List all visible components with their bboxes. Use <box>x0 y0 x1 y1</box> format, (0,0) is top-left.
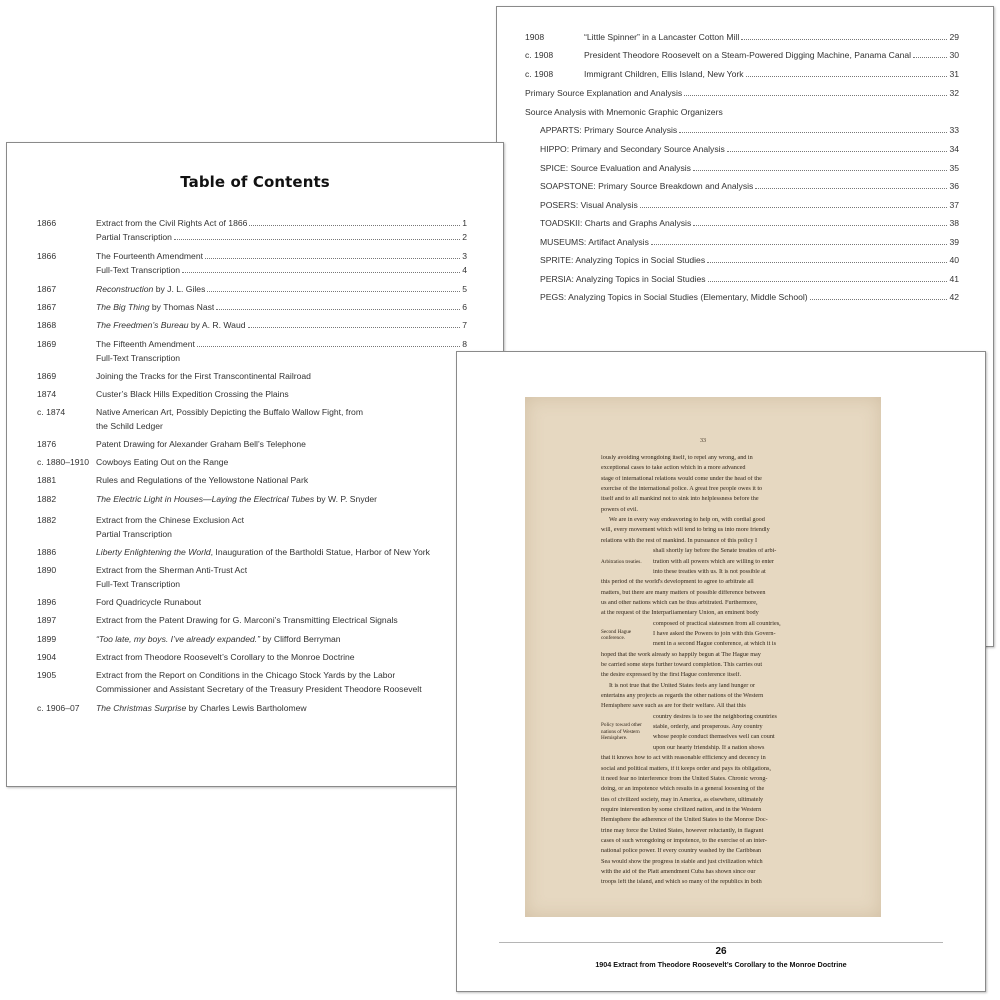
toc-entry-title-text: Custer’s Black Hills Expedition Crossing the Plains <box>96 389 289 399</box>
toc-entry-year: 1867 <box>37 284 57 294</box>
toc-entry <box>525 292 959 305</box>
toc-entry <box>37 284 467 297</box>
toc-entry-title: SPRITE: Analyzing Topics in Social Studies <box>540 255 706 265</box>
scan-text-line: We are in every way endeavoring to help on, with cordial good <box>609 517 765 524</box>
scan-text-line: lously avoiding wrongdoing itself, to repel any wrong, and in <box>601 455 753 461</box>
scan-text-line: us and other nations which can be thus arbitrated. Furthermore, <box>601 599 758 606</box>
toc-entry-page: 33 <box>949 125 959 135</box>
toc-entry-title: PERSIA: Analyzing Topics in Social Studies <box>540 274 706 284</box>
toc-entry-year: c. 1908 <box>525 69 554 79</box>
toc-entry-title: POSERS: Visual Analysis <box>540 200 638 210</box>
scan-text-line: will, every movement which will tend to bring us into more friendly <box>601 527 770 534</box>
toc-entry-year: 1881 <box>37 475 57 485</box>
toc-entry <box>37 670 467 683</box>
toc-entry-page: 36 <box>949 181 959 191</box>
toc-entry-title <box>96 302 214 312</box>
toc-entry-title-text: Extract from Theodore Roosevelt’s Corollary to the Monroe Doctrine <box>96 652 355 662</box>
toc-entry-title-text: Extract from the Civil Rights Act of 1866 <box>96 218 248 228</box>
toc-entry <box>37 302 467 315</box>
toc-entry-year: 1899 <box>37 634 57 644</box>
scan-text-line: cases of such wrongdoing or impotence, to the exercise of an inter- <box>601 837 767 844</box>
toc-entry <box>525 255 959 268</box>
scan-text-line: it need fear no interference from the United States. Chronic wrong- <box>601 775 768 782</box>
toc-entry <box>37 339 467 352</box>
toc-leader <box>707 256 947 263</box>
toc-entry-page: 41 <box>949 274 959 284</box>
toc-entry-title <box>96 475 308 485</box>
toc-entry <box>37 652 467 665</box>
toc-entry-credit: , Inauguration of the Bartholdi Statue, Harbor of New York <box>210 547 430 557</box>
toc-entry-page: 4 <box>462 265 467 275</box>
scan-text-line: require intervention by some civilized nation, and in the Western <box>601 806 762 813</box>
toc-entry <box>37 494 467 507</box>
page-title: Table of Contents <box>180 173 330 191</box>
toc-entry-title-text: Rules and Regulations of the Yellowstone National Park <box>96 475 309 485</box>
toc-leader <box>746 70 948 77</box>
toc-entry <box>37 421 467 434</box>
toc-entry <box>525 218 959 231</box>
toc-entry-title-text: “Too late, my boys. I’ve already expanded.” <box>96 634 261 644</box>
scan-text-line: powers of evil. <box>601 506 638 513</box>
scan-text-line: stable, orderly, and prosperous. Any country <box>653 724 763 731</box>
scan-text-line: doing, or an impotence which results in a general loosening of the <box>601 786 765 793</box>
toc-entry-title-text: Partial Transcription <box>96 529 172 539</box>
scan-text-line: be carried some steps further toward completion. This carries out <box>601 662 763 668</box>
divider <box>499 942 943 943</box>
scan-text-line: ment in a second Hague conference, at which it is <box>653 641 777 648</box>
toc-page <box>6 142 504 787</box>
toc-entry-title <box>96 515 244 525</box>
toc-entry-year: 1868 <box>37 320 57 330</box>
scan-text-line: into these treaties with us. It is not possible at <box>653 568 766 575</box>
scan-text-line: stage of international relations would come under the head of the <box>601 475 762 482</box>
toc-leader <box>313 373 465 379</box>
toc-entry-year: 1896 <box>37 597 57 607</box>
toc-leader <box>309 705 465 711</box>
scan-text-line: the desire expressed by the first Hague conference itself. <box>601 672 742 679</box>
toc-entry-title <box>96 265 180 275</box>
toc-leader <box>165 423 465 429</box>
toc-entry-title <box>96 634 341 644</box>
toc-entry-title <box>96 371 311 381</box>
toc-entry-page: 1 <box>462 218 467 228</box>
toc-entry-title-text: The Fifteenth Amendment <box>96 339 195 349</box>
toc-leader <box>216 303 460 310</box>
scan-text-line: trine may force the United States, however reluctantly, in flagrant <box>601 827 764 834</box>
toc-entry-credit: by J. L. Giles <box>153 284 206 294</box>
toc-entry-title <box>96 284 205 294</box>
toc-leader <box>246 517 465 523</box>
toc-entry-title <box>96 529 172 539</box>
scan-text-line: upon our hearty friendship. If a nation shows <box>653 744 765 751</box>
toc-entry-title <box>96 439 306 449</box>
scan-text-line: whose people conduct themselves well can count <box>653 734 775 741</box>
scan-text-line: shall shortly lay before the Senate treaties of arbi- <box>653 548 777 555</box>
toc-leader <box>248 321 461 328</box>
toc-entry-title <box>96 320 246 330</box>
toc-entry-title: Primary Source Explanation and Analysis <box>525 88 683 98</box>
primary-source-page <box>456 351 986 992</box>
toc-entry-title <box>96 652 355 662</box>
toc-entry-title: TOADSKII: Charts and Graphs Analysis <box>540 218 692 228</box>
scan-page-number: 33 <box>700 438 706 444</box>
toc-entry-page: 32 <box>949 88 959 98</box>
toc-entry-year: 1882 <box>37 494 57 504</box>
toc-entry-title-text: The Fourteenth Amendment <box>96 251 204 261</box>
toc-entry-title-text: Partial Transcription <box>96 232 172 242</box>
page-number: 26 <box>715 946 727 957</box>
scan-text-line: composed of practical statesmen from all countries, <box>653 620 781 627</box>
toc-leader <box>203 599 465 605</box>
toc-entry-year: 1866 <box>37 218 57 228</box>
toc-entry-title: Immigrant Children, Ellis Island, New York <box>584 69 744 79</box>
toc-entry-title <box>96 565 247 575</box>
scan-text-line: with the aid of the Platt amendment Cuba has shown since our <box>601 869 756 875</box>
toc-entry-title: SOAPSTONE: Primary Source Breakdown and Analysis <box>540 181 754 191</box>
toc-entry-credit: by Clifford Berryman <box>260 634 341 644</box>
toc-entry-title <box>96 421 163 431</box>
toc-entry-title: APPARTS: Primary Source Analysis <box>540 125 678 135</box>
scan-text-line: Sea would show the progress in stable and just civilization which <box>601 858 763 865</box>
toc-entry-page: 3 <box>462 251 467 261</box>
toc-entry-credit: by W. P. Snyder <box>314 494 378 504</box>
toc-entry-title <box>96 457 228 467</box>
toc-entry-title <box>96 389 289 399</box>
toc-leader <box>182 355 465 361</box>
toc-entry-page: 8 <box>462 339 467 349</box>
toc-entry-title <box>96 339 195 349</box>
toc-entry <box>37 703 467 716</box>
toc-entry-title: President Theodore Roosevelt on a Steam-Powered Digging Machine, Panama Canal <box>584 50 912 60</box>
toc-entry-title <box>96 615 398 625</box>
toc-entry-title <box>96 218 247 228</box>
toc-entry-title: HIPPO: Primary and Secondary Source Analysis <box>540 144 725 154</box>
toc-entry-credit: by A. R. Waud <box>188 320 246 330</box>
page-caption: 1904 Extract from Theodore Roosevelt’s Corollary to the Monroe Doctrine <box>595 960 847 969</box>
toc-entry-year: 1908 <box>525 32 545 42</box>
toc-entry-page: 39 <box>949 237 959 247</box>
scan-text-line: entertains any projects as regards the other nations of the Western <box>601 693 764 700</box>
toc-entry-page: 2 <box>462 232 467 242</box>
toc-entry <box>525 144 959 157</box>
scan-text-line: Hemisphere save such as are for their welfare. All that this <box>601 703 746 710</box>
toc-entry-title-text: Extract from the Report on Conditions in the Chicago Stock Yards by the Labor <box>96 670 396 680</box>
toc-entry-title-text: Commissioner and Assistant Secretary of the Treasury President Theodore Roosevelt <box>96 684 422 694</box>
toc-entry-year: c. 1874 <box>37 407 66 417</box>
scan-text-line: troops left the island, and which so many of the republics in both <box>601 879 762 886</box>
toc-entry-title <box>96 684 422 694</box>
toc-entry-title-text: Full-Text Transcription <box>96 353 181 363</box>
scan-text-line: itself and to all mankind not to sink into helplessness before the <box>601 496 759 503</box>
toc-leader <box>693 219 947 226</box>
toc-entry <box>37 232 467 245</box>
scan-text-line: hoped that the work already so happily begun at The Hague may <box>601 651 761 658</box>
toc-entry <box>37 565 467 578</box>
toc-entry-title: Source Analysis with Mnemonic Graphic Organizers <box>525 107 723 117</box>
toc-entry-title-text: The Freedmen’s Bureau <box>96 320 189 330</box>
toc-entry-title: “Little Spinner” in a Lancaster Cotton Mill <box>584 32 740 42</box>
toc-entry-title <box>96 494 377 504</box>
toc-entry <box>525 32 959 45</box>
scan-text-line: It is not true that the United States feels any land hunger or <box>609 682 756 689</box>
toc-entry-year: 1904 <box>37 652 57 662</box>
toc-entry <box>37 353 467 366</box>
toc-leader <box>397 672 465 678</box>
toc-entry <box>37 389 467 402</box>
toc-entry-title <box>96 547 430 557</box>
toc-leader <box>230 459 465 465</box>
toc-entry <box>37 407 467 420</box>
toc-entry-credit: by Thomas Nast <box>149 302 215 312</box>
toc-entry-year: c. 1880–1910 <box>37 457 90 467</box>
scan-text-line: Hemisphere the adherence of the United States to the Monroe Doc- <box>601 817 768 824</box>
scan-text-line: I have asked the Powers to join with this Govern- <box>653 630 776 637</box>
toc-leader <box>197 340 460 347</box>
scan-text-line: social and political matters, if it keeps order and pays its obligations, <box>601 765 771 772</box>
scan-text-line: ties of civilized society, may in America, as elsewhere, ultimately <box>601 796 764 803</box>
scan-text-line: exercise of the international police. A great free people owes it to <box>601 486 763 493</box>
toc-entry-title-text: The Big Thing <box>96 302 150 312</box>
toc-entry-title <box>96 251 203 261</box>
toc-entry-year: 1886 <box>37 547 57 557</box>
toc-entry <box>37 597 467 610</box>
toc-entry <box>37 265 467 278</box>
toc-entry-page: 35 <box>949 163 959 173</box>
toc-entry-title <box>96 703 307 713</box>
scan-text-line: matters, but there are many matters of possible difference between <box>601 589 766 596</box>
toc-entry <box>525 50 959 63</box>
toc-entry <box>525 125 959 138</box>
scan-text-line: national police power. If every country washed by the Caribbean <box>601 848 762 855</box>
toc-leader <box>741 33 947 40</box>
toc-entry-title-text: The Electric Light in Houses—Laying the Electrical Tubes <box>96 494 315 504</box>
toc-entry-year: 1869 <box>37 371 57 381</box>
toc-entry-page: 40 <box>949 255 959 265</box>
toc-leader <box>810 293 948 300</box>
toc-entry-page: 31 <box>949 69 959 79</box>
toc-entry-title-text: Extract from the Sherman Anti-Trust Act <box>96 565 248 575</box>
toc-entry <box>37 457 467 470</box>
toc-entry <box>37 684 467 697</box>
toc-entry-title-text: Liberty Enlightening the World <box>96 547 211 557</box>
toc-entry-title-text: The Christmas Surprise <box>96 703 187 713</box>
toc-leader <box>182 266 460 273</box>
toc-leader <box>640 201 948 208</box>
toc-entry <box>37 218 467 231</box>
scan-margin-note: Policy toward other nations of Western Hemisphere. <box>601 722 642 742</box>
toc-entry-page: 7 <box>462 320 467 330</box>
toc-entry <box>525 107 959 120</box>
toc-leader <box>651 238 948 245</box>
toc-entry-page: 6 <box>462 302 467 312</box>
toc-entry-page: 5 <box>462 284 467 294</box>
toc-entry-title-text: Reconstruction <box>96 284 154 294</box>
toc-entry <box>525 200 959 213</box>
toc-entry-page: 42 <box>949 292 959 302</box>
toc-entry-year: 1867 <box>37 302 57 312</box>
scan-text-line: at the request of the Interparliamentary Union, an eminent body <box>601 610 759 617</box>
toc-entry-title <box>96 407 363 417</box>
toc-entry-year: 1905 <box>37 670 57 680</box>
toc-entry <box>525 88 959 101</box>
scan-margin-note: Second Hague conference. <box>601 628 632 642</box>
scan-text-line: relations with the rest of mankind. In pursuance of this policy I <box>601 537 758 544</box>
toc-leader <box>205 252 460 259</box>
toc-entry-title <box>96 579 180 589</box>
toc-entry-year: 1890 <box>37 565 57 575</box>
toc-entry-year: 1897 <box>37 615 57 625</box>
toc-entry-title: SPICE: Source Evaluation and Analysis <box>540 163 691 173</box>
toc-entry <box>525 69 959 82</box>
toc-leader <box>310 477 465 483</box>
toc-leader <box>207 285 460 292</box>
toc-leader <box>684 89 947 96</box>
toc-entry-title-text: Patent Drawing for Alexander Graham Bell’s Telephone <box>96 439 306 449</box>
toc-entry <box>37 634 467 647</box>
toc-entry-year: 1866 <box>37 251 57 261</box>
toc-entry <box>37 547 467 560</box>
toc-entry-year: 1874 <box>37 389 57 399</box>
toc-entry-title-text: Extract from the Patent Drawing for G. Marconi’s Transmitting Electrical Signals <box>96 615 398 625</box>
toc-entry-year: 1882 <box>37 515 57 525</box>
toc-entry-title-text: Full-Text Transcription <box>96 579 181 589</box>
toc-leader <box>679 126 947 133</box>
toc-entry <box>37 320 467 333</box>
scan-text-line: that it knows how to act with reasonable efficiency and decency in <box>601 755 766 762</box>
toc-leader <box>174 233 460 240</box>
toc-entry <box>525 274 959 287</box>
toc-entry-year: 1869 <box>37 339 57 349</box>
toc-entry <box>37 515 467 528</box>
toc-entry-page: 29 <box>949 32 959 42</box>
toc-entry-credit: by Charles Lewis Bartholomew <box>186 703 307 713</box>
toc-leader <box>379 496 465 502</box>
scan-margin-note: Arbitration treaties. <box>601 558 642 565</box>
toc-entry-page: 30 <box>949 50 959 60</box>
toc-entry-year: c. 1906–07 <box>37 703 80 713</box>
toc-entry-page: 37 <box>949 200 959 210</box>
toc-entry-title-text: Joining the Tracks for the First Transcontinental Railroad <box>96 371 311 381</box>
toc-leader <box>249 219 460 226</box>
scanned-document-image <box>525 397 881 917</box>
toc-entry-page: 34 <box>949 144 959 154</box>
toc-entry-page: 38 <box>949 218 959 228</box>
scan-text-line: country desires is to see the neighboring countries <box>653 713 777 720</box>
toc-entry-year: c. 1908 <box>525 50 554 60</box>
toc-entry-title-text: Ford Quadricycle Runabout <box>96 597 202 607</box>
toc-entry-title-text: Cowboys Eating Out on the Range <box>96 457 229 467</box>
toc-entry-title <box>96 232 172 242</box>
toc-entry-title <box>96 353 180 363</box>
toc-entry <box>37 529 467 542</box>
toc-entry <box>37 615 467 628</box>
toc-entry-title-text: Full-Text Transcription <box>96 265 181 275</box>
toc-leader <box>343 636 465 642</box>
toc-leader <box>727 145 948 152</box>
toc-leader <box>725 109 957 115</box>
toc-leader <box>755 182 947 189</box>
toc-entry <box>525 163 959 176</box>
toc-leader <box>693 164 947 171</box>
toc-entry-title: PEGS: Analyzing Topics in Social Studies (Elementary, Middle School) <box>540 292 808 302</box>
toc-leader <box>308 441 465 447</box>
toc-leader <box>357 654 465 660</box>
toc-entry <box>37 439 467 452</box>
toc-entry-title: MUSEUMS: Artifact Analysis <box>540 237 649 247</box>
toc-entry <box>37 371 467 384</box>
toc-entry <box>525 181 959 194</box>
toc-leader <box>291 391 465 397</box>
toc-entry-title-text: Extract from the Chinese Exclusion Act <box>96 515 245 525</box>
scan-text-line: exceptional cases to take action which in a more advanced <box>601 465 746 472</box>
toc-leader <box>182 581 465 587</box>
toc-entry-title <box>96 670 395 680</box>
toc-leader <box>174 531 465 537</box>
toc-entry <box>37 579 467 592</box>
toc-entry-year: 1876 <box>37 439 57 449</box>
toc-leader <box>249 567 465 573</box>
toc-entry-title <box>96 597 201 607</box>
toc-entry <box>37 475 467 488</box>
toc-entry-title-text: Native American Art, Possibly Depicting the Buffalo Wallow Fight, from <box>96 407 363 417</box>
scan-text-line: tration with all powers which are willing to enter <box>653 558 774 565</box>
toc-leader <box>708 275 948 282</box>
toc-leader <box>365 409 465 415</box>
toc-leader <box>913 51 947 58</box>
toc-entry <box>37 251 467 264</box>
toc-entry <box>525 237 959 250</box>
scan-text-line: this period of the world's development to agree to arbitrate all <box>601 579 754 586</box>
toc-entry-title-text: the Schild Ledger <box>96 421 163 431</box>
